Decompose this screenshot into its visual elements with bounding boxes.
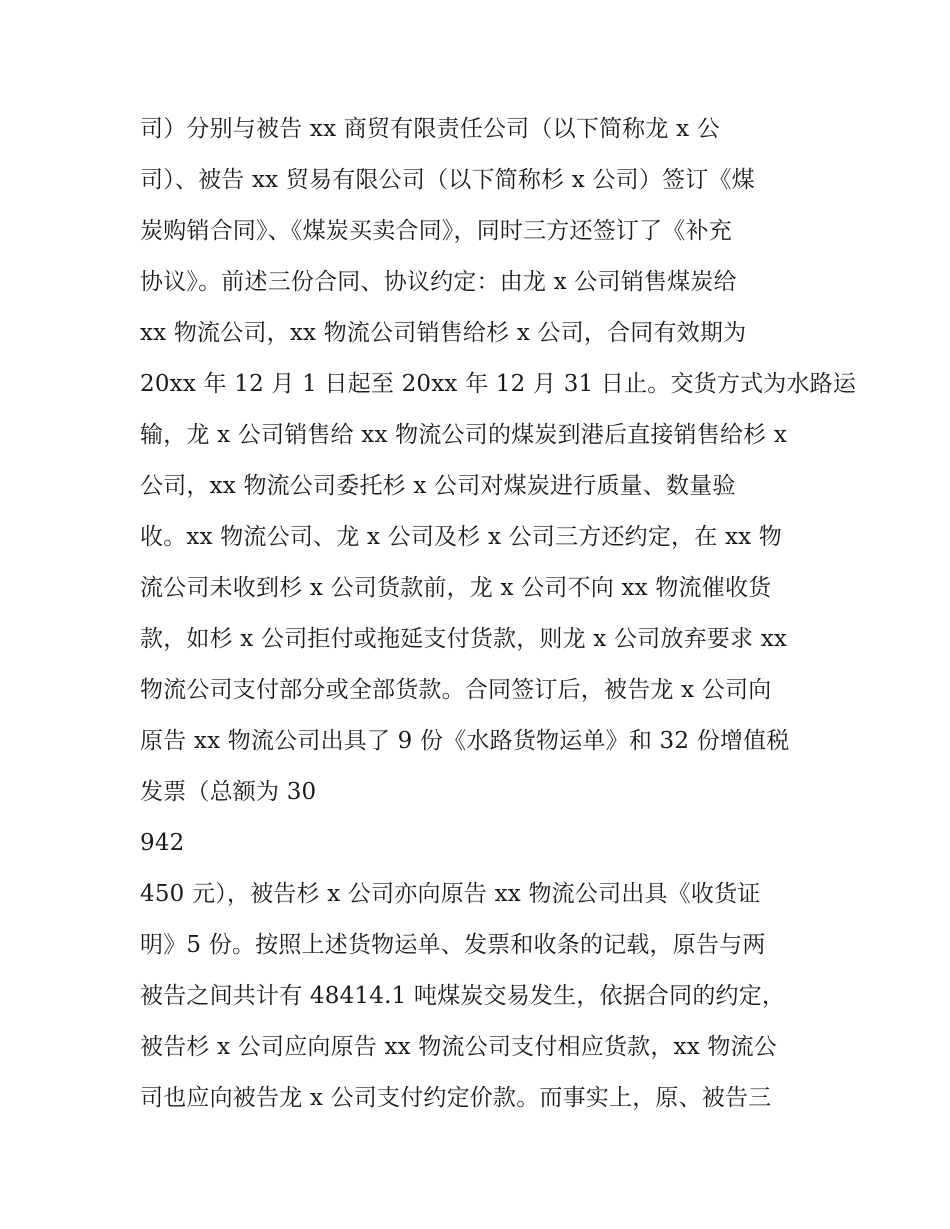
body-text <box>140 104 857 1124</box>
text-line: 450 元），被告杉 x 公司亦向原告 xx 物流公司出具《收货证 <box>140 881 761 907</box>
text-line: 司）分别与被告 xx 商贸有限责任公司（以下简称龙 x 公 <box>140 116 720 142</box>
text-line: 原告 xx 物流公司出具了 9 份《水路货物运单》和 32 份增值税 <box>140 728 790 754</box>
text-line: 司）、被告 xx 贸易有限公司（以下简称杉 x 公司）签订《煤 <box>140 167 755 193</box>
text-line: xx 物流公司，xx 物流公司销售给杉 x 公司，合同有效期为 <box>140 320 747 346</box>
text-line: 20xx 年 12 月 1 日起至 20xx 年 12 月 31 日止。交货方式为水路运 <box>140 371 857 397</box>
text-line: 发票（总额为 30 <box>140 779 317 805</box>
text-line: 款，如杉 x 公司拒付或拖延支付货款，则龙 x 公司放弃要求 xx <box>140 626 788 652</box>
text-line: 炭购销合同》、《煤炭买卖合同》，同时三方还签订了《补充 <box>140 218 732 244</box>
text-line: 明》5 份。按照上述货物运单、发票和收条的记载，原告与两 <box>140 932 766 958</box>
text-line: 流公司未收到杉 x 公司货款前，龙 x 公司不向 xx 物流催收货 <box>140 575 772 601</box>
text-line: 公司，xx 物流公司委托杉 x 公司对煤炭进行质量、数量验 <box>140 473 736 499</box>
text-line: 司也应向被告龙 x 公司支付约定价款。而事实上，原、被告三 <box>140 1085 772 1111</box>
text-line: 协议》。前述三份合同、协议约定：由龙 x 公司销售煤炭给 <box>140 269 737 295</box>
text-line: 被告杉 x 公司应向原告 xx 物流公司支付相应货款，xx 物流公 <box>140 1034 778 1060</box>
text-line: 输，龙 x 公司销售给 xx 物流公司的煤炭到港后直接销售给杉 x <box>140 422 788 448</box>
text-line: 收。xx 物流公司、龙 x 公司及杉 x 公司三方还约定，在 xx 物 <box>140 524 783 550</box>
text-line: 物流公司支付部分或全部货款。合同签订后，被告龙 x 公司向 <box>140 677 772 703</box>
text-line: 被告之间共计有 48414.1 吨煤炭交易发生，依据合同的约定， <box>140 983 786 1009</box>
text-line: 942 <box>140 830 185 856</box>
